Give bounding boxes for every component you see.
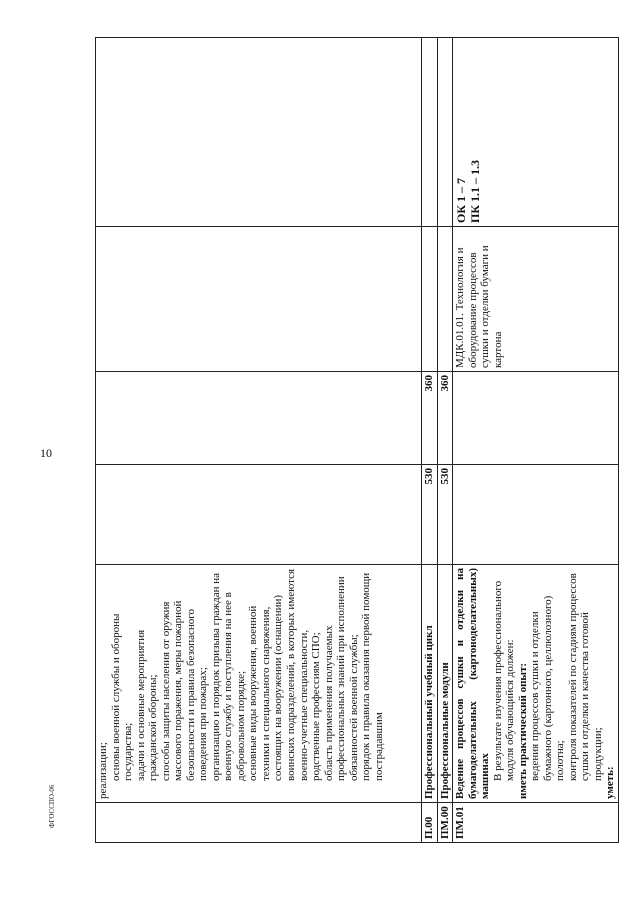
text-line: реализации; [97,742,109,799]
competency: ПК 1.1 – 1.3 [468,159,483,223]
discipline-cell [96,227,422,372]
empty-cell [453,465,619,565]
module-description [453,565,619,803]
text-line: способы защиты населения от оружия массового поражения, меры пожарной безопасности и правила безопасного поведения при пожарах; [159,600,210,781]
total-hours-cell [96,465,422,565]
skills-label: уметь: [604,766,617,799]
competency-cell [96,38,422,227]
required-hours: 360 [437,372,453,465]
module-intro: В результате изучения профессионального модуля обучающийся должен: [491,580,517,781]
competency: ОК 1 – 7 [454,177,469,223]
total-hours: 530 [437,465,453,565]
content-cell [96,565,422,803]
row-code: ПМ.00 [437,803,453,843]
experience-item: контроля показателей по стадиям процессов сушки и отделки и качества готовой продукции; [566,573,604,781]
row-code: П.00 [422,803,438,843]
table-row [422,38,438,843]
empty-cell [453,372,619,465]
module-title: Ведение процессов сушки и отделки на бумагоделательных (картоноделательных) машинах [454,568,492,799]
empty-cell [437,38,453,227]
empty-cell [437,227,453,372]
table-row [96,38,422,843]
row-title: Профессиональный учебный цикл [422,565,438,803]
experience-item: ведения процессов сушки и отделки бумажного (картонного, целлюлозного) полотна; [529,595,567,781]
empty-cell [422,38,438,227]
table-row [453,38,619,843]
empty-cell [422,227,438,372]
text-line: задачи и основные мероприятия гражданской обороны; [134,629,160,781]
text-line: основные виды вооружения, военной техники и специального снаряжения, состоящих на вооружении (оснащении) воинских подразделений, в которых имеются военно-учетные специальности, родственные профессиям СПО; [247,568,323,781]
row-title: Профессиональные модули [437,565,453,803]
footer-code: ФГОССПО-06 [48,784,56,828]
text-line: организацию и порядок призыва граждан на военную службу и поступления на нее в добровольном порядке; [209,573,247,781]
discipline: МДК.01.01. Технология и оборудование процессов сушки и отделки бумаги и картона [453,227,619,372]
total-hours: 530 [422,465,438,565]
required-hours-cell [96,372,422,465]
experience-label: иметь практический опыт: [516,662,529,799]
code-cell [96,803,422,843]
page-number: 10 [40,446,52,460]
table-row [437,38,453,843]
text-line: порядок и правила оказания первой помощи пострадавшим [360,572,385,781]
text-line: область применения получаемых профессиональных знаний при исполнении обязанностей военной службы; [322,576,360,781]
curriculum-table [95,38,617,843]
competencies-cell [453,38,619,227]
required-hours: 360 [422,372,438,465]
text-line: основы военной службы и обороны государства; [109,613,135,781]
row-code: ПМ.01 [453,803,619,843]
